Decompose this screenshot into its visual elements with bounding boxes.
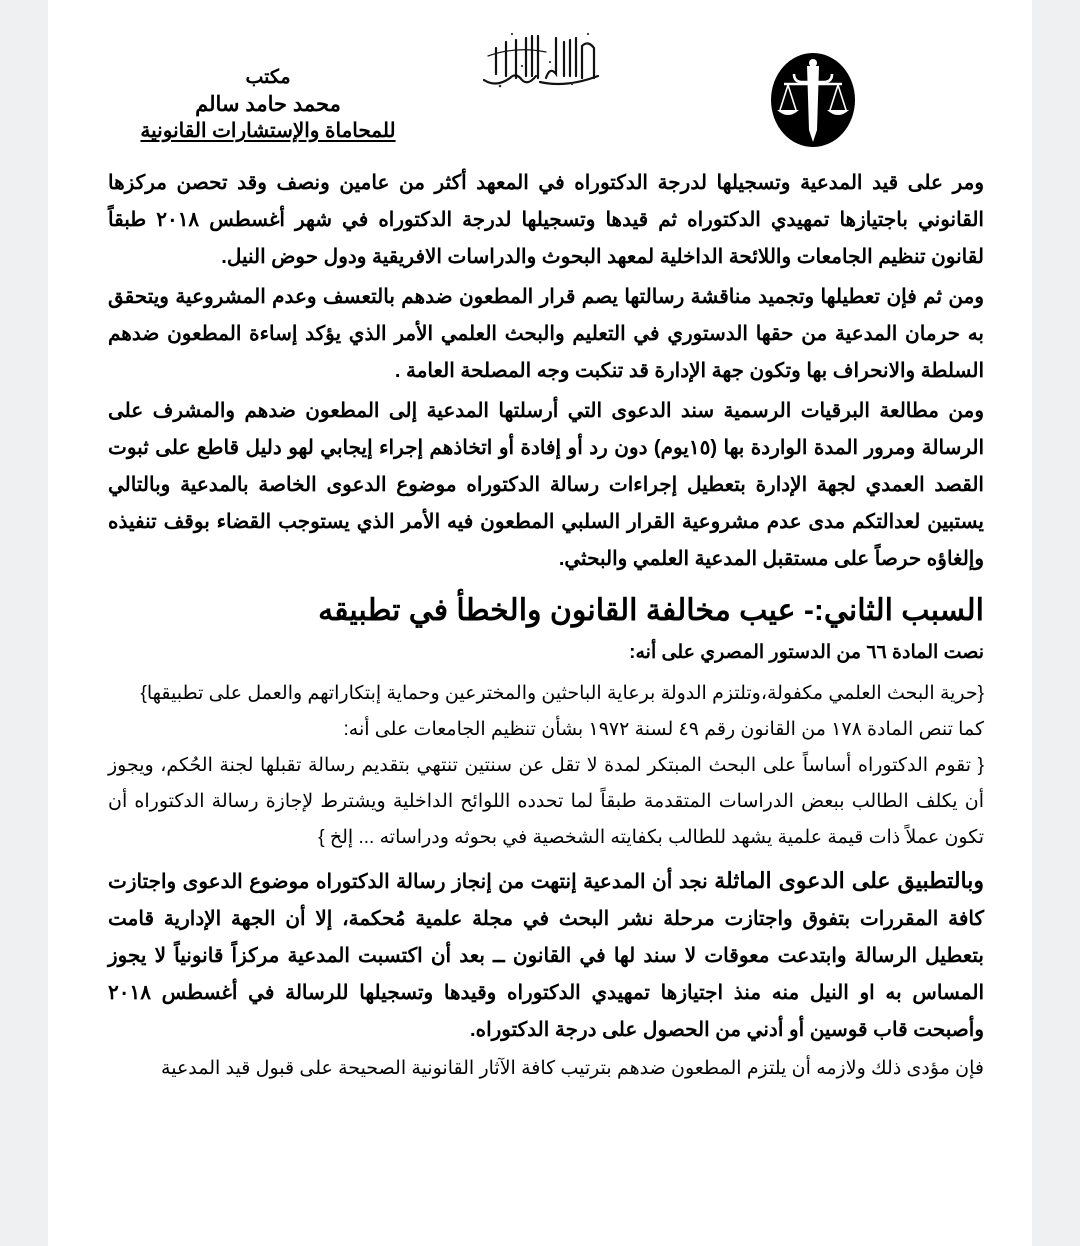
- document-page: [48, 0, 1032, 1246]
- office-specialty: للمحاماة والإستشارات القانونية: [140, 120, 396, 142]
- paragraph-arbitrariness: ومن ثم فإن تعطيلها وتجميد مناقشة رسالتها يصم قرار المطعون ضدهم بالتعسف وعدم المشروعية ويتحقق به حرمان المدعية من حقها الدستوري في التعليم والبحث العلمي الأمر الذي يؤكد إساءة المطعون ضدهم السلطة والانحراف بها وتكون جهة الإدارة قد تنكبت وجه المصلحة العامة .: [108, 286, 984, 382]
- application-lead: وبالتطبيق على الدعوى الماثلة: [714, 868, 985, 893]
- scales-of-justice-sword-icon: [770, 52, 856, 148]
- office-label: مكتب: [245, 67, 291, 88]
- law-article-quote: { تقوم الدكتوراه أساساً على البحث المبتكر لمدة لا تقل عن سنتين تنتهي بتقديم رسالة تقبلها لجنة الحُكم، ويجوز أن يكلف الطالب ببعض الدراسات المتقدمة طبقاً لما تحدده اللوائح الداخلية ويشترط لإجازة رسالة الدكتوراه أن تكون عملاً ذات قيمة علمية يشهد للطالب بكفايته الشخصية في بحوثه ودراساته ... إلخ }: [108, 755, 984, 848]
- law-office-block: [118, 64, 418, 145]
- document-body: [108, 165, 984, 1087]
- constitution-article-quote: {حرية البحث العلمي مكفولة،وتلتزم الدولة برعاية الباحثين والمخترعين وحماية إبتكاراتهم والعمل على تطبيقها}: [140, 683, 984, 704]
- application-text: نجد أن المدعية إنتهت من إنجاز رسالة الدكتوراه موضوع الدعوى واجتازت كافة المقررات بتفوق واجتازت مرحلة نشر البحث في مجلة علمية مُحكمة، إلا أن الجهة الإدارية قامت بتعطيل الرسالة وابتدعت معوقات لا سند لها في القانون ــ بعد أن اكتسبت المدعية مركزاً قانونياً لا يجوز المساس به او النيل منه منذ اجتيازها تمهيدي الدكتوراه وقيدها وتسجيلها للرسالة في أغسطس ٢٠١٨ وأصبحت قاب قوسين أو أدني من الحصول على درجة الدكتوراه.: [108, 871, 985, 1041]
- paragraph-telegrams: ومن مطالعة البرقيات الرسمية سند الدعوى التي أرسلتها المدعية إلى المطعون ضدهم والمشرف على الرسالة ومرور المدة الواردة بها (١٥يوم) دون رد أو إفادة أو اتخاذهم إجراء إيجابي لهو دليل قاطع على ثبوت القصد العمدي لجهة الإدارة بتعطيل إجراءات رسالة الدكتوراه موضوع الدعوى الخاصة بالمدعية وبالتالي يستبين لعدالتكم مدى عدم مشروعية القرار السلبي المطعون فيه الأمر الذي يستوجب القضاء بوقف تنفيذه وإلغاؤه حرصاً على مستقبل المدعية العلمي والبحثي.: [108, 400, 985, 570]
- law-article-intro: كما تنص المادة ١٧٨ من القانون رقم ٤٩ لسنة ١٩٧٢ بشأن تنظيم الجامعات على أنه:: [343, 719, 984, 740]
- paragraph-application: [108, 862, 984, 1049]
- paragraph-consequence: فإن مؤدى ذلك ولازمه أن يلتزم المطعون ضدهم بترتيب كافة الآثار القانونية الصحيحة على قبول قيد المدعية: [161, 1058, 984, 1079]
- basmala-calligraphy-icon: [476, 26, 606, 92]
- lawyer-name: محمد حامد سالم: [195, 93, 341, 116]
- letterhead: [48, 0, 1032, 160]
- section-heading: السبب الثاني:- عيب مخالفة القانون والخطأ في تطبيقه: [318, 594, 984, 627]
- constitution-article-intro: نصت المادة ٦٦ من الدستور المصري على أنه:: [629, 642, 984, 663]
- paragraph-registration: ومر على قيد المدعية وتسجيلها لدرجة الدكتوراه في المعهد أكثر من عامين ونصف وقد تحصن مركزها القانوني باجتيازها تمهيدي الدكتوراه ثم قيدها وتسجيلها لدرجة الدكتوراه في شهر أغسطس ٢٠١٨ طبقاً لقانون تنظيم الجامعات واللائحة الداخلية لمعهد البحوث والدراسات الافريقية ودول حوض النيل.: [108, 172, 984, 268]
